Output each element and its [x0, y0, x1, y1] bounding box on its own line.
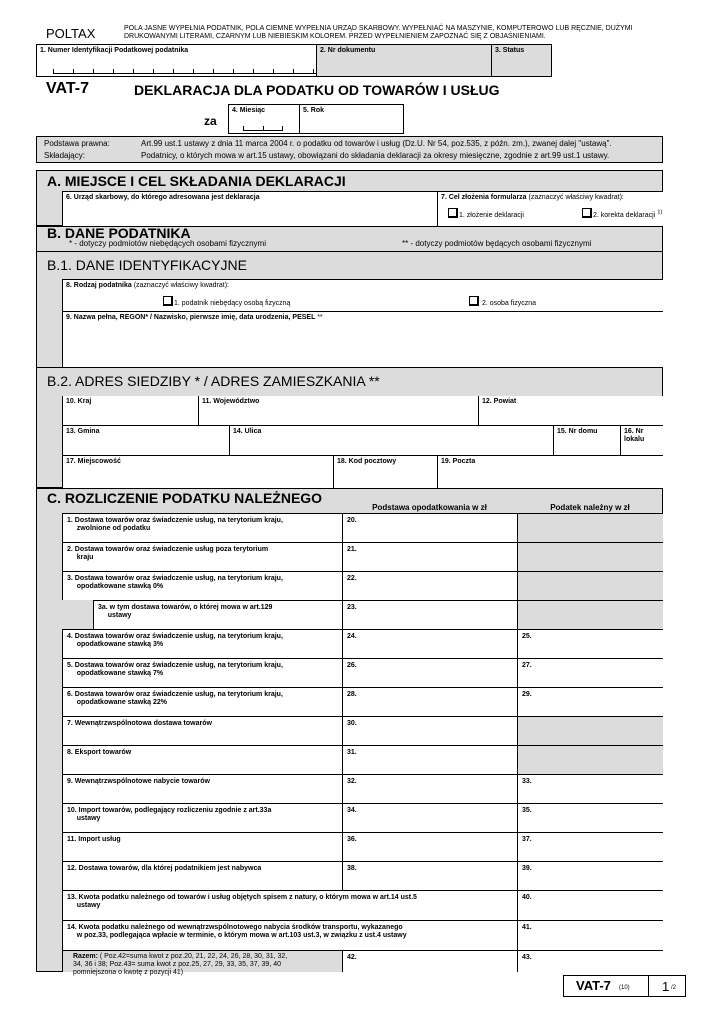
row-label: 1. Dostawa towarów oraz świadczenie usług, na terytorium kraju, zwolnione od podatku: [67, 517, 283, 532]
tax-amount-field[interactable]: [517, 629, 663, 658]
table-row: [62, 513, 342, 542]
field-number: 37.: [522, 836, 532, 843]
total-row: [62, 950, 342, 976]
voivodeship-field[interactable]: [198, 396, 478, 426]
tax-amount-empty: [517, 716, 663, 745]
field-number: 21.: [347, 546, 357, 553]
field-number: 32.: [347, 778, 357, 785]
option-legal-entity[interactable]: 1. podatnik niebędący osobą fizyczną: [163, 296, 290, 308]
section-c-title: C. ROZLICZENIE PODATKU NALEŻNEGO: [47, 490, 323, 506]
field-number: 43.: [522, 954, 532, 961]
field-number: 30.: [347, 720, 357, 727]
row-label: 8. Eksport towarów: [67, 749, 132, 756]
total-tax-field[interactable]: [517, 950, 663, 972]
field-number: 28.: [347, 691, 357, 698]
tax-amount-field[interactable]: [517, 687, 663, 716]
tax-amount-empty: [517, 571, 663, 600]
field-number: 29.: [522, 691, 532, 698]
municipality-field[interactable]: [62, 426, 229, 456]
table-row: [62, 832, 342, 861]
document-number-label: 2. Nr dokumentu: [320, 47, 376, 54]
header-instructions: POLA JASNE WYPEŁNIA PODATNIK, POLA CIEMNE WYPEŁNIA URZĄD SKARBOWY. WYPEŁNIAĆ NA MASZYNIE, KOMPUTEROWO LUB RĘCZNIE, DUŻYMI DRUKOWANYMI LITERAMI, CZARNYM LUB NIEBIESKIM KOLOREM. PRZED WYPEŁNIENIEM ZAPOZNAĆ SIĘ Z OBJAŚNIENIAMI.: [124, 25, 633, 40]
legal-basis-box: [36, 136, 663, 163]
field-number: 35.: [522, 807, 532, 814]
field-number: 42.: [347, 954, 357, 961]
postal-code-field[interactable]: [333, 456, 437, 488]
taxpayer-type-label: 8. Rodzaj podatnika (zaznaczyć właściwy kwadrat):: [66, 282, 229, 289]
post-office-field[interactable]: [437, 456, 663, 488]
total-formula-1: ( Poz.42=suma kwot z poz.20, 21, 22, 24, 26, 28, 30, 31, 32,: [99, 953, 288, 960]
field-number: 20.: [347, 517, 357, 524]
form-title: DEKLARACJA DLA PODATKU OD TOWARÓW I USŁUG: [134, 82, 500, 98]
base-amount-field[interactable]: [342, 542, 517, 571]
field-number: 26.: [347, 662, 357, 669]
base-amount-field[interactable]: [342, 571, 517, 600]
section-b-title: B. DANE PODATNIKA: [47, 225, 191, 241]
city-field[interactable]: [62, 456, 333, 488]
brand-logo: POLTAX: [46, 26, 96, 41]
street-label: 14. Ulica: [233, 428, 262, 435]
tax-office-field[interactable]: [62, 191, 437, 227]
field-number: 24.: [347, 633, 357, 640]
section-b: [36, 226, 663, 488]
row-label: 5. Dostawa towarów oraz świadczenie usług, na terytorium kraju, opodatkowane stawką 7%: [67, 662, 283, 677]
row-label: 9. Wewnątrzwspólnotowe nabycie towarów: [67, 778, 211, 785]
row-label: 10. Import towarów, podlegający rozliczeniu zgodnie z art.33a ustawy: [67, 807, 272, 822]
base-amount-field[interactable]: [342, 687, 517, 716]
house-number-field[interactable]: [553, 426, 620, 456]
table-row: [62, 571, 342, 600]
country-label: 10. Kraj: [66, 398, 92, 405]
form-purpose-label: 7. Cel złożenia formularza (zaznaczyć właściwy kwadrat):: [441, 194, 624, 201]
year-field[interactable]: [299, 104, 404, 134]
row-label: 3a. w tym dostawa towarów, o której mowa w art.129 ustawy: [98, 604, 273, 619]
footer-version: (10): [619, 985, 630, 991]
column-base-header: Podstawa opodatkowania w zł: [372, 503, 487, 512]
row-label: 13. Kwota podatku należnego od towarów i usług objętych spisem z natury, o którym mowa w art.14 ust.5 ustawy: [67, 894, 417, 909]
filers-text: Podatnicy, o których mowa w art.15 ustawy, obowiązani do składania deklaracji za okresy miesięczne, zgodnie z art.99 ust.1 ustawy.: [141, 151, 610, 160]
b2-title: B.2. ADRES SIEDZIBY * / ADRES ZAMIESZKANIA **: [47, 373, 380, 389]
apartment-number-field[interactable]: [620, 426, 663, 456]
legal-basis-label: Podstawa prawna:: [44, 139, 110, 148]
base-amount-field[interactable]: [342, 832, 517, 861]
table-row: [62, 803, 342, 832]
city-label: 17. Miejscowość: [66, 458, 121, 465]
total-title: Razem:: [73, 953, 98, 960]
field-number: 22.: [347, 575, 357, 582]
column-tax-header: Podatek należny w zł: [550, 503, 630, 512]
status-field: [491, 44, 552, 77]
base-amount-field[interactable]: [342, 861, 517, 890]
field-number: 41.: [522, 924, 532, 931]
section-a-title: A. MIEJSCE I CEL SKŁADANIA DEKLARACJI: [47, 173, 346, 189]
nip-comb: [53, 70, 326, 74]
apartment-number-label: 16. Nr lokalu: [624, 428, 645, 443]
total-formula-3: pomniejszona o kwotę z pozycji 41): [73, 969, 184, 976]
checkbox-icon[interactable]: [448, 208, 458, 218]
form-code: VAT-7: [46, 80, 89, 97]
base-amount-field[interactable]: [342, 629, 517, 658]
tax-amount-empty: [517, 745, 663, 774]
base-amount-field[interactable]: [342, 716, 517, 745]
base-amount-field[interactable]: [342, 658, 517, 687]
country-field[interactable]: [62, 396, 198, 426]
table-row: [93, 600, 342, 629]
house-number-label: 15. Nr domu: [557, 428, 598, 435]
year-label: 5. Rok: [303, 107, 325, 114]
county-field[interactable]: [478, 396, 663, 426]
footer-code-box: [563, 975, 649, 997]
field-number: 40.: [522, 894, 532, 901]
row-label: 14. Kwota podatku należnego od wewnątrzwspólnotowego nabycia środków transportu, wykazanego w poz.33, podlegająca wpłacie w terminie, o którym mowa w art.103 ust.3, w związku z ust.4 ustawy: [67, 924, 407, 939]
tax-amount-empty: [517, 542, 663, 571]
note-natural-person: ** - dotyczy podmiotów będących osobami fizycznymi: [402, 239, 592, 248]
note-legal-entity: * - dotyczy podmiotów niebędących osobami fizycznymi: [69, 239, 266, 248]
field-number: 23.: [347, 604, 357, 611]
footer-code: VAT-7: [576, 978, 611, 993]
tax-amount-empty: [517, 513, 663, 542]
month-label: 4. Miesiąc: [232, 107, 266, 114]
full-name-field[interactable]: [62, 311, 663, 367]
post-office-label: 19. Poczta: [441, 458, 476, 465]
row-label: 4. Dostawa towarów oraz świadczenie usług, na terytorium kraju, opodatkowane stawką 3%: [67, 633, 283, 648]
field-number: 25.: [522, 633, 532, 640]
postal-code-label: 18. Kod pocztowy: [337, 458, 397, 465]
base-amount-field[interactable]: [342, 774, 517, 803]
tax-amount-empty: [517, 600, 663, 629]
option-correction[interactable]: 2. korekta deklaracji $^{1)}$: [582, 208, 662, 220]
field-number: 31.: [347, 749, 357, 756]
table-row: [62, 542, 342, 571]
checkbox-icon[interactable]: [469, 296, 479, 306]
option-submit[interactable]: 1. złożenie deklaracji: [448, 208, 524, 220]
field-number: 39.: [522, 865, 532, 872]
row-label: 3. Dostawa towarów oraz świadczenie usług, na terytorium kraju, opodatkowane stawką 0%: [67, 575, 283, 590]
page-number-box: [648, 975, 686, 997]
voivodeship-label: 11. Województwo: [202, 398, 260, 405]
field-number: 27.: [522, 662, 532, 669]
form-purpose-field: [437, 191, 663, 227]
option-natural-person[interactable]: 2. osoba fizyczna: [469, 296, 536, 308]
table-row: [62, 861, 342, 890]
status-label: 3. Status: [495, 47, 525, 54]
table-row: [62, 774, 342, 803]
base-amount-field[interactable]: [342, 513, 517, 542]
total-base-field[interactable]: [342, 950, 517, 972]
tax-amount-field[interactable]: [517, 832, 663, 861]
table-row: [62, 629, 342, 658]
total-formula-2: 34, 36 i 38; Poz.43= suma kwot z poz.25, 27, 29, 33, 35, 37, 39, 40: [73, 961, 282, 968]
taxpayer-type-field: [62, 279, 663, 311]
tax-amount-field[interactable]: [517, 861, 663, 890]
filers-label: Składający:: [44, 151, 85, 160]
table-row: [62, 745, 342, 774]
nip-label: 1. Numer Identyfikacji Podatkowej podatnika: [40, 47, 189, 54]
municipality-label: 13. Gmina: [66, 428, 100, 435]
table-row: [62, 716, 342, 745]
field-number: 33.: [522, 778, 532, 785]
table-row: [62, 658, 342, 687]
b1-title: B.1. DANE IDENTYFIKACYJNE: [47, 257, 247, 273]
row-label: 2. Dostawa towarów oraz świadczenie usług poza terytorium kraju: [67, 546, 269, 561]
table-row: [62, 687, 342, 716]
page-number: 1: [662, 979, 670, 994]
tax-amount-field[interactable]: [517, 803, 663, 832]
tax-amount-field[interactable]: [517, 890, 663, 920]
field-number: 36.: [347, 836, 357, 843]
page-total: /2: [671, 985, 677, 991]
section-a: [36, 170, 663, 226]
county-label: 12. Powiat: [482, 398, 517, 405]
checkbox-icon[interactable]: [582, 208, 592, 218]
tax-amount-field[interactable]: [517, 920, 663, 950]
legal-basis-text: Art.99 ust.1 ustawy z dnia 11 marca 2004 r. o podatku od towarów i usług (Dz.U. Nr 54, poz.535, z późn. zm.), zwanej dalej "ustawą".: [141, 139, 612, 148]
inventory-tax-row: [62, 890, 517, 920]
full-name-label: 9. Nazwa pełna, REGON* / Nazwisko, pierwsze imię, data urodzenia, PESEL **: [66, 314, 323, 321]
month-field[interactable]: [228, 104, 300, 134]
field-number: 34.: [347, 807, 357, 814]
row-label: 12. Dostawa towarów, dla której podatnikiem jest nabywca: [67, 865, 262, 872]
section-c: [36, 488, 663, 976]
month-comb: [243, 127, 283, 131]
row-label: 7. Wewnątrzwspólnotowa dostawa towarów: [67, 720, 212, 727]
transport-tax-row: [62, 920, 517, 950]
tax-office-label: 6. Urząd skarbowy, do którego adresowana jest deklaracja: [66, 194, 260, 201]
field-number: 38.: [347, 865, 357, 872]
tax-amount-field[interactable]: [517, 658, 663, 687]
base-amount-field[interactable]: [342, 803, 517, 832]
za-label: za: [204, 114, 217, 128]
total-label: [73, 953, 287, 977]
tax-amount-field[interactable]: [517, 774, 663, 803]
checkbox-icon[interactable]: [163, 296, 173, 306]
row-label: 6. Dostawa towarów oraz świadczenie usług, na terytorium kraju, opodatkowane stawką 22%: [67, 691, 283, 706]
base-amount-field[interactable]: [342, 600, 517, 629]
nip-field[interactable]: [36, 44, 317, 77]
document-number-field: [316, 44, 492, 77]
street-field[interactable]: [229, 426, 553, 456]
base-amount-field[interactable]: [342, 745, 517, 774]
row-label: 11. Import usług: [67, 836, 121, 843]
